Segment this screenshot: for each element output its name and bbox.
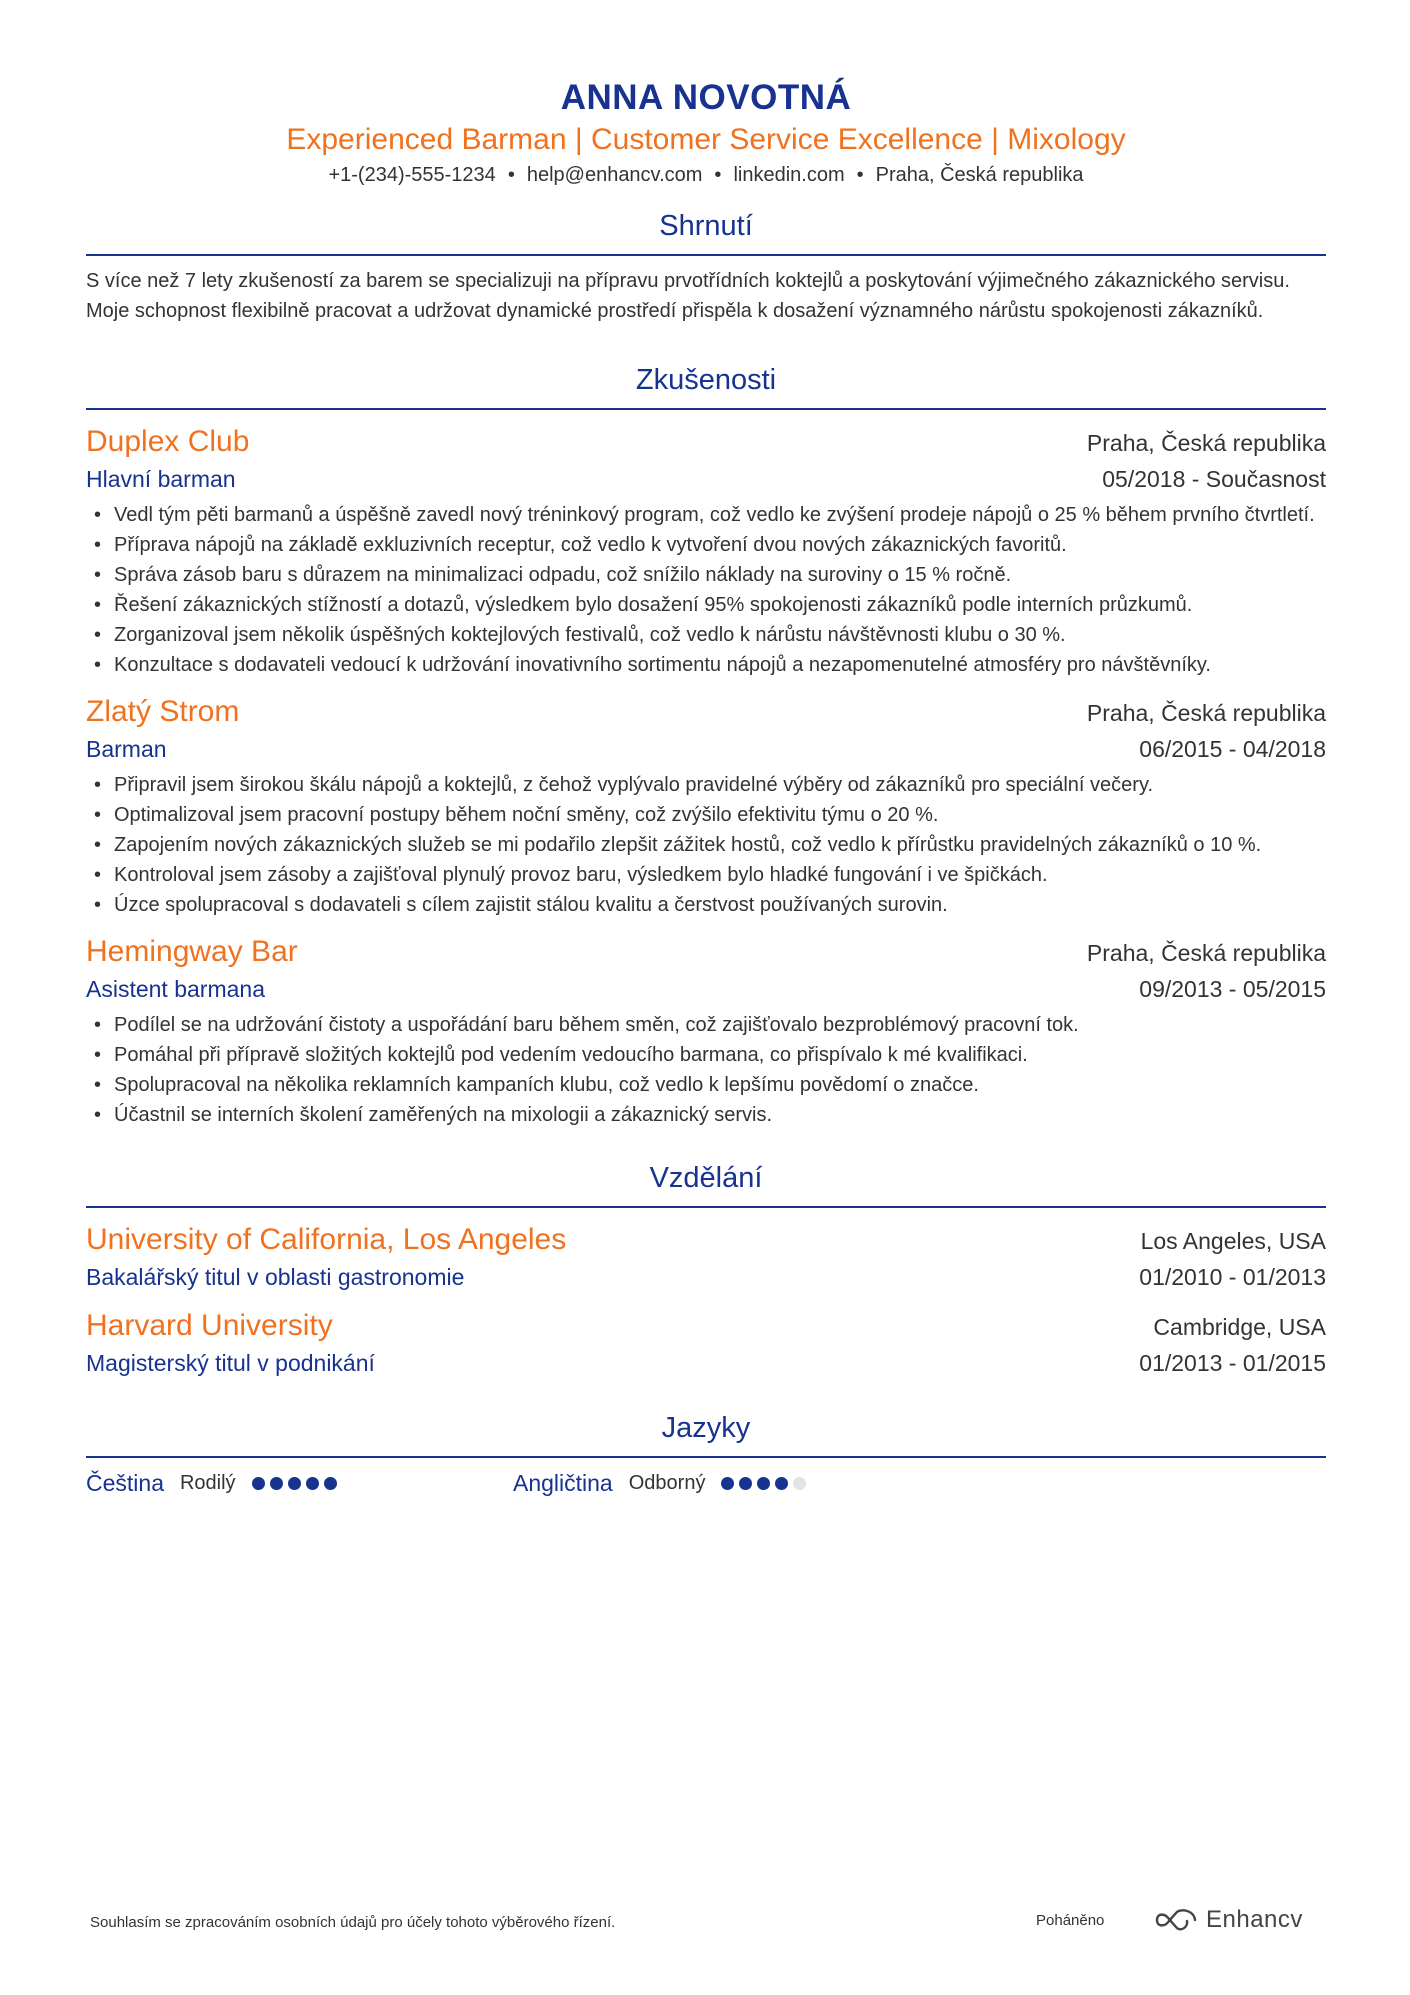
language-rating: [721, 1477, 811, 1490]
candidate-tagline: Experienced Barman | Customer Service Excellence | Mixology: [286, 123, 1126, 156]
education-header-row: [86, 1220, 1326, 1260]
contact-email[interactable]: help@enhancv.com: [526, 164, 703, 186]
summary-text: S více než 7 lety zkušeností za barem se specializuji na přípravu prvotřídních koktejlů a poskytování výjimečného zákaznického servisu. Moje schopnost flexibilně pracovat a udržovat dynamické prostředí přispěla k dosažení významného nárůstu spokojenosti zákazníků.: [86, 270, 1290, 322]
achievement-list: [86, 500, 1326, 680]
experience-entry: [86, 932, 1326, 1130]
rating-dot-filled: [757, 1477, 770, 1490]
candidate-name: ANNA NOVOTNÁ: [560, 78, 852, 117]
language-name: Angličtina: [513, 1470, 613, 1496]
school-name: University of California, Los Angeles: [86, 1223, 567, 1256]
experience-title: Zkušenosti: [86, 360, 1326, 410]
language-name: Čeština: [86, 1470, 164, 1496]
experience-list: [86, 422, 1326, 1130]
experience-header-row: [86, 422, 1326, 462]
achievement-item: • Řešení zákaznických stížností a dotazů, výsledkem bylo dosažení 95% spokojenosti zákazníků podle interních průzkumů.: [86, 590, 1326, 620]
enhancv-brand[interactable]: [1154, 1906, 1303, 1934]
rating-dot-filled: [739, 1477, 752, 1490]
rating-dot-filled: [270, 1477, 283, 1490]
resume-header: [86, 0, 1326, 190]
company-name: Duplex Club: [86, 425, 250, 458]
school-location: Cambridge, USA: [1153, 1314, 1326, 1340]
achievement-item: • Optimalizoval jsem pracovní postupy během noční směny, což zvýšilo efektivitu týmu o 20 %.: [86, 800, 1326, 830]
job-title: Barman: [86, 736, 167, 762]
achievement-item: • Zapojením nových zákaznických služeb se mi podařilo zlepšit zážitek hostů, což vedlo k přírůstku pravidelných zákazníků o 10 %.: [86, 830, 1326, 860]
summary-section: [86, 206, 1326, 326]
job-dates: 05/2018 - Současnost: [1102, 466, 1326, 492]
degree-title: Magisterský titul v podnikání: [86, 1350, 375, 1376]
bullet-separator: •: [856, 164, 864, 186]
education-title: Vzdělání: [86, 1158, 1326, 1208]
school-location: Los Angeles, USA: [1140, 1228, 1326, 1254]
company-name: Hemingway Bar: [86, 935, 298, 968]
achievement-item: • Správa zásob baru s důrazem na minimalizaci odpadu, což snížilo náklady na suroviny o 15 % ročně.: [86, 560, 1326, 590]
resume-page: [86, 0, 1326, 1497]
enhancv-brand-text: Enhancv: [1206, 1906, 1303, 1933]
language-level: Rodilý: [179, 1472, 236, 1494]
language-item: [86, 1470, 513, 1497]
bullet-separator: •: [507, 164, 515, 186]
achievement-item: • Účastnil se interních školení zaměřených na mixologii a zákaznický servis.: [86, 1100, 1326, 1130]
job-dates: 09/2013 - 05/2015: [1139, 976, 1326, 1002]
job-title: Hlavní barman: [86, 466, 236, 492]
company-name: Zlatý Strom: [86, 695, 240, 728]
education-header-row: [86, 1306, 1326, 1346]
achievement-item: • Konzultace s dodavateli vedoucí k udržování inovativního sortimentu nápojů a nezapomenutelné atmosféry pro návštěvníky.: [86, 650, 1326, 680]
achievement-item: • Vedl tým pěti barmanů a úspěšně zavedl nový tréninkový program, což vedlo ke zvýšení prodeje nápojů o 25 % během prvního čtvrtletí.: [86, 500, 1326, 530]
job-title: Asistent barmana: [86, 976, 265, 1002]
achievement-list: [86, 1010, 1326, 1130]
rating-dot-filled: [306, 1477, 319, 1490]
powered-by-label: Poháněno: [1036, 1912, 1105, 1929]
rating-dot-filled: [721, 1477, 734, 1490]
contact-linkedin[interactable]: linkedin.com: [733, 164, 845, 186]
achievement-item: • Podílel se na udržování čistoty a uspořádání baru během směn, což zajišťovalo bezproblémový pracovní tok.: [86, 1010, 1326, 1040]
contact-line: [86, 160, 1326, 190]
school-name: Harvard University: [86, 1309, 333, 1342]
languages-list: [86, 1470, 1326, 1497]
experience-entry: [86, 692, 1326, 920]
rating-dot-empty: [793, 1477, 806, 1490]
achievement-item: • Úzce spolupracoval s dodavateli s cílem zajistit stálou kvalitu a čerstvost používaných surovin.: [86, 890, 1326, 920]
enhancv-logo-icon: [1154, 1908, 1198, 1932]
experience-header-row: [86, 932, 1326, 972]
experience-role-row: [86, 972, 1326, 1006]
language-level: Odborný: [628, 1472, 706, 1494]
education-entry: [86, 1306, 1326, 1380]
job-dates: 06/2015 - 04/2018: [1139, 736, 1326, 762]
achievement-item: • Příprava nápojů na základě exkluzivních receptur, což vedlo k vytvoření dvou nových zákaznických favoritů.: [86, 530, 1326, 560]
education-dates: 01/2010 - 01/2013: [1139, 1264, 1326, 1290]
achievement-item: • Kontroloval jsem zásoby a zajišťoval plynulý provoz baru, výsledkem bylo hladké fungování i ve špičkách.: [86, 860, 1326, 890]
consent-text: Souhlasím se zpracováním osobních údajů pro účely tohoto výběrového řízení.: [90, 1914, 616, 1931]
job-location: Praha, Česká republika: [1086, 430, 1326, 456]
job-location: Praha, Česká republika: [1086, 700, 1326, 726]
summary-title: Shrnutí: [86, 206, 1326, 256]
experience-role-row: [86, 462, 1326, 496]
language-item: [513, 1470, 940, 1497]
footer: [90, 1906, 1320, 1946]
education-degree-row: [86, 1346, 1326, 1380]
achievement-item: • Zorganizoval jsem několik úspěšných koktejlových festivalů, což vedlo k nárůstu návštěvnosti klubu o 30 %.: [86, 620, 1326, 650]
bullet-separator: •: [714, 164, 722, 186]
rating-dot-filled: [288, 1477, 301, 1490]
languages-title: Jazyky: [86, 1408, 1326, 1458]
education-list: [86, 1220, 1326, 1380]
rating-dot-filled: [324, 1477, 337, 1490]
education-entry: [86, 1220, 1326, 1294]
experience-section: [86, 360, 1326, 1130]
achievement-item: • Připravil jsem širokou škálu nápojů a koktejlů, z čehož vyplývalo pravidelné výběry od zákazníků pro speciální večery.: [86, 770, 1326, 800]
language-rating: [252, 1477, 342, 1490]
contact-location: Praha, Česká republika: [875, 164, 1084, 186]
job-location: Praha, Česká republika: [1086, 940, 1326, 966]
experience-role-row: [86, 732, 1326, 766]
languages-section: [86, 1408, 1326, 1497]
contact-phone[interactable]: +1-(234)-555-1234: [328, 164, 496, 186]
rating-dot-filled: [775, 1477, 788, 1490]
achievement-list: [86, 770, 1326, 920]
education-section: [86, 1158, 1326, 1380]
experience-entry: [86, 422, 1326, 680]
degree-title: Bakalářský titul v oblasti gastronomie: [86, 1264, 465, 1290]
rating-dot-filled: [252, 1477, 265, 1490]
experience-header-row: [86, 692, 1326, 732]
education-dates: 01/2013 - 01/2015: [1139, 1350, 1326, 1376]
education-degree-row: [86, 1260, 1326, 1294]
achievement-item: • Spolupracoval na několika reklamních kampaních klubu, což vedlo k lepšímu povědomí o značce.: [86, 1070, 1326, 1100]
achievement-item: • Pomáhal při přípravě složitých koktejlů pod vedením vedoucího barmana, co přispívalo k mé kvalifikaci.: [86, 1040, 1326, 1070]
